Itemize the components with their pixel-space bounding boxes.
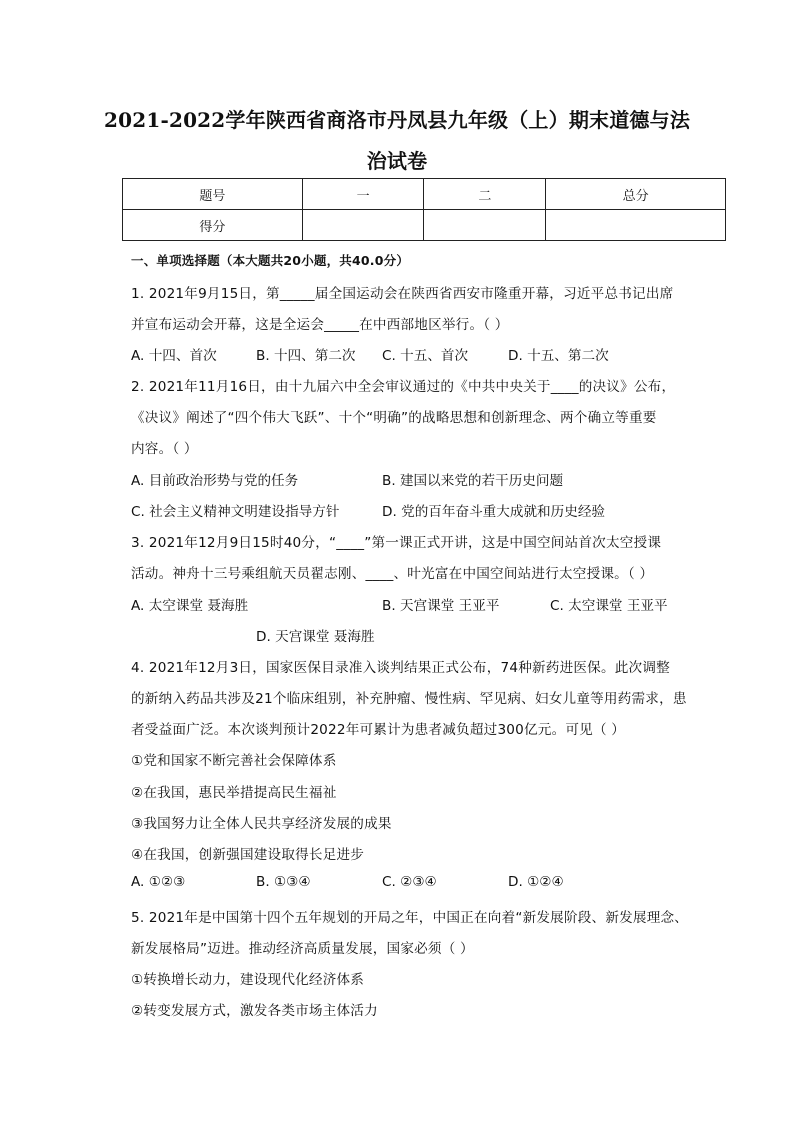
q4-option-a: A. ①②③ <box>131 874 186 890</box>
score-table-score-cell <box>302 210 424 241</box>
section-heading: 一、单项选择题（本大题共20小题，共40.0分） <box>131 253 410 268</box>
q1-option-c: C. 十五、首次 <box>382 348 469 364</box>
q2-option-c: C. 社会主义精神文明建设指导方针 <box>131 504 340 520</box>
score-table <box>122 178 726 241</box>
q3-option-b: B. 天宫课堂 王亚平 <box>382 598 500 614</box>
q4-statement: ②在我国，惠民举措提高民生福祉 <box>131 785 337 801</box>
q4-option-d: D. ①②④ <box>508 874 564 890</box>
q5-stem-line: 新发展格局”迈进。推动经济高质量发展，国家必须（ ） <box>131 941 474 957</box>
q1-option-d: D. 十五、第二次 <box>508 348 609 364</box>
score-table-row-label: 得分 <box>123 210 303 241</box>
q5-statement: ②转变发展方式，激发各类市场主体活力 <box>131 1003 378 1019</box>
q1-option-b: B. 十四、第二次 <box>256 348 356 364</box>
q3-option-c: C. 太空课堂 王亚平 <box>550 598 668 614</box>
q5-stem-line: 5. 2021年是中国第十四个五年规划的开局之年，中国正在向着“新发展阶段、新发展理念、 <box>131 910 689 926</box>
exam-title-line-2: 治试卷 <box>366 149 428 173</box>
q3-option-a: A. 太空课堂 聂海胜 <box>131 598 249 614</box>
q3-option-d: D. 天宫课堂 聂海胜 <box>256 629 375 645</box>
q5-statement: ①转换增长动力，建设现代化经济体系 <box>131 972 365 988</box>
q4-stem-line: 的新纳入药品共涉及21个临床组别，补充肿瘤、慢性病、罕见病、妇女儿童等用药需求，患 <box>131 691 687 707</box>
q1-stem-line: 1. 2021年9月15日，第_____届全国运动会在陕西省西安市隆重开幕，习近平总书记出席 <box>131 286 674 302</box>
q4-statement: ①党和国家不断完善社会保障体系 <box>131 753 337 769</box>
exam-title-line-1: 2021-2022学年陕西省商洛市丹凤县九年级（上）期末道德与法 <box>103 108 691 132</box>
q2-stem-line: 2. 2021年11月16日，由十九届六中全会审议通过的《中共中央关于____的决议》公布， <box>131 379 676 395</box>
q2-stem-line: 内容。（ ） <box>131 441 198 457</box>
q2-stem-line: 《决议》阐述了“四个伟大飞跃”、十个“明确”的战略思想和创新理念、两个确立等重要 <box>131 410 657 426</box>
q4-option-c: C. ②③④ <box>382 874 437 890</box>
score-table-header-cell: 二 <box>424 179 546 210</box>
q4-option-b: B. ①③④ <box>256 874 311 890</box>
q2-option-d: D. 党的百年奋斗重大成就和历史经验 <box>382 504 606 520</box>
q4-stem-line: 者受益面广泛。本次谈判预计2022年可累计为患者减负超过300亿元。可见（ ） <box>131 722 626 738</box>
q3-stem-line: 3. 2021年12月9日15时40分，“____”第一课正式开讲，这是中国空间站首次太空授课 <box>131 535 662 551</box>
q4-statement: ③我国努力让全体人民共享经济发展的成果 <box>131 816 392 832</box>
score-table-score-row <box>123 210 726 241</box>
q1-stem-line: 并宣布运动会开幕，这是全运会_____在中西部地区举行。（ ） <box>131 317 509 333</box>
q4-statement: ④在我国，创新强国建设取得长足进步 <box>131 847 365 863</box>
score-table-header-cell: 总分 <box>546 179 726 210</box>
q1-option-a: A. 十四、首次 <box>131 348 217 364</box>
q2-option-a: A. 目前政治形势与党的任务 <box>131 473 299 489</box>
score-table-score-cell <box>424 210 546 241</box>
score-table-header-cell: 题号 <box>123 179 303 210</box>
score-table-score-cell <box>546 210 726 241</box>
score-table-header-row <box>123 179 726 210</box>
q2-option-b: B. 建国以来党的若干历史问题 <box>382 473 564 489</box>
q4-stem-line: 4. 2021年12月3日，国家医保目录准入谈判结果正式公布，74种新药进医保。此次调整 <box>131 660 670 676</box>
q3-stem-line: 活动。神舟十三号乘组航天员翟志刚、____、叶光富在中国空间站进行太空授课。（ ） <box>131 566 654 582</box>
score-table-header-cell: 一 <box>302 179 424 210</box>
